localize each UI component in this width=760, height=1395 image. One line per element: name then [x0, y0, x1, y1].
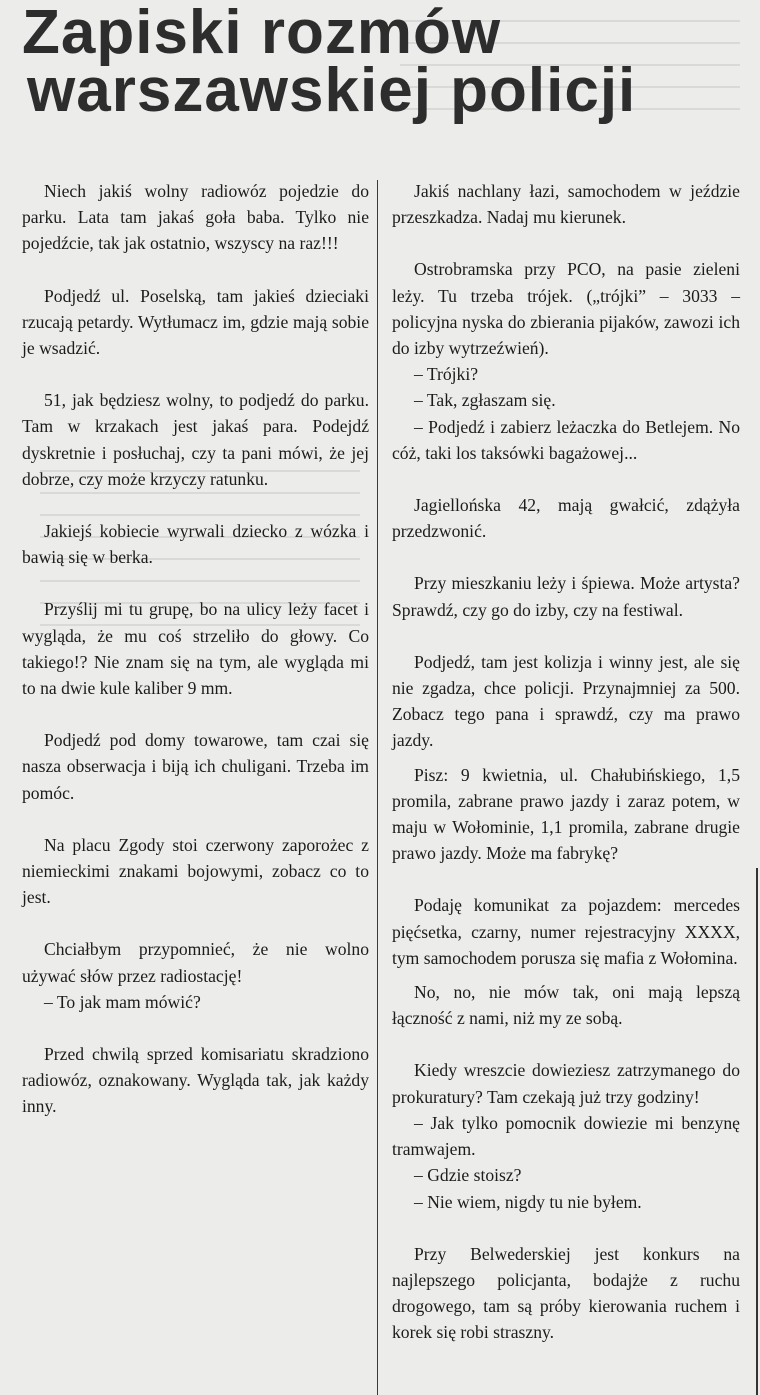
report-text: Chciałbym przypomnieć, że nie wolno używać słów przez radiostację!: [22, 939, 369, 986]
report-text: Podaję komunikat za pojazdem: mercedes pięćsetka, czarny, numer rejestracyjny XXXX, tym samochodem porusza się mafia z Wołomina.: [392, 895, 740, 968]
report-item: [22, 283, 369, 362]
report-text: Jagiellońska 42, mają gwałcić, zdążyła przedzwonić.: [392, 495, 740, 542]
report-text: Niech jakiś wolny radiowóz pojedzie do parku. Lata tam jakaś goła baba. Tylko nie pojedźcie, tak jak ostatnio, wszyscy na raz!!!: [22, 181, 369, 254]
column-divider: [377, 180, 378, 1395]
report-text: Ostrobramska przy PCO, na pasie zieleni leży. Tu trzeba trójek. („trójki” – 3033 – policyjna nyska do zbierania pijaków, zawozi ich do izby wytrzeźwień).: [392, 259, 740, 359]
report-item: [22, 387, 369, 492]
report-text: Jakiś nachlany łazi, samochodem w jeździe przeszkadza. Nadaj mu kierunek.: [392, 181, 740, 228]
dialogue-line: – Tak, zgłaszam się.: [414, 390, 556, 411]
report-item: [392, 762, 740, 867]
report-text: Podjedź pod domy towarowe, tam czai się nasza obserwacja i biją ich chuligani. Trzeba im pomóc.: [22, 730, 369, 803]
report-item: [22, 1041, 369, 1120]
report-text: Przy mieszkaniu leży i śpiewa. Może artysta? Sprawdź, czy go do izby, czy na festiwal.: [392, 573, 740, 620]
report-item: [392, 570, 740, 622]
report-item: [392, 492, 740, 544]
report-item: [22, 518, 369, 570]
report-text: Jakiejś kobiecie wyrwali dziecko z wózka i bawią się w berka.: [22, 521, 369, 568]
report-text: Pisz: 9 kwietnia, ul. Chałubińskiego, 1,5 promila, zabrane prawo jazdy i zaraz potem, w maju w Wołominie, 1,1 promila, zabrane drugie prawo jazdy. Może ma fabrykę?: [392, 764, 740, 864]
report-item: [22, 596, 369, 701]
report-item: [22, 832, 369, 911]
report-item: [392, 979, 740, 1031]
report-text: No, no, nie mów tak, oni mają lepszą łączność z nami, niż my ze sobą.: [392, 982, 740, 1029]
report-item: [392, 1057, 740, 1214]
report-item: [22, 936, 369, 1015]
report-text: 51, jak będziesz wolny, to podjedź do parku. Tam w krzakach jest jakaś para. Podejdź dyskretnie i posłuchaj, czy ta pani mówi, że jej dobrze, czy może krzyczy ratunku.: [22, 390, 369, 489]
report-text: Przed chwilą sprzed komisariatu skradziono radiowóz, oznakowany. Wygląda tak, jak każdy inny.: [22, 1044, 369, 1117]
dialogue-line: – Gdzie stoisz?: [414, 1165, 522, 1186]
report-item: [392, 1241, 740, 1346]
side-border: [756, 868, 758, 1395]
dialogue-line: – To jak mam mówić?: [44, 991, 201, 1012]
report-text: Przy Belwederskiej jest konkurs na najlepszego policjanta, bodajże z ruchu drogowego, tam są próby kierowania ruchem i korek się robi straszny.: [392, 1243, 740, 1343]
dialogue-line: – Podjedź i zabierz leżaczka do Betlejem. No cóż, taki los taksówki bagażowej...: [392, 416, 740, 463]
report-text: Przyślij mi tu grupę, bo na ulicy leży facet i wygląda, że mu coś strzeliło do głowy. Co takiego!? Nie znam się na tym, ale wygląda mi to na dwie kule kaliber 9 mm.: [22, 599, 369, 699]
report-text: Podjedź, tam jest kolizja i winny jest, ale się nie zgadza, chce policji. Przynajmniej za 500. Zobacz tego pana i sprawdź, czy ma prawo jazdy.: [392, 651, 740, 751]
dialogue-line: – Jak tylko pomocnik dowiezie mi benzynę tramwajem.: [392, 1112, 740, 1160]
report-item: [22, 727, 369, 806]
left-column: [22, 178, 369, 1120]
report-text: Na placu Zgody stoi czerwony zaporożec z niemieckimi znakami bojowymi, zobacz co to jest.: [22, 834, 369, 908]
dialogue-line: – Nie wiem, nigdy tu nie byłem.: [414, 1191, 642, 1212]
report-item: [392, 256, 740, 466]
headline: [22, 0, 742, 125]
report-text: Kiedy wreszcie dowieziesz zatrzymanego do prokuratury? Tam czekają już trzy godziny!: [392, 1060, 740, 1107]
dialogue-line: – Trójki?: [414, 364, 479, 385]
headline-line-2: warszawskiej policji: [27, 56, 637, 125]
right-column: [392, 178, 740, 1346]
report-item: [22, 178, 369, 257]
report-item: [392, 892, 740, 971]
report-text: Podjedź ul. Poselską, tam jakieś dzieciaki rzucają petardy. Wytłumacz im, gdzie mają sobie je wsadzić.: [22, 285, 369, 359]
headline-line-1: Zapiski rozmów: [22, 0, 502, 67]
report-item: [392, 178, 740, 230]
report-item: [392, 649, 740, 754]
